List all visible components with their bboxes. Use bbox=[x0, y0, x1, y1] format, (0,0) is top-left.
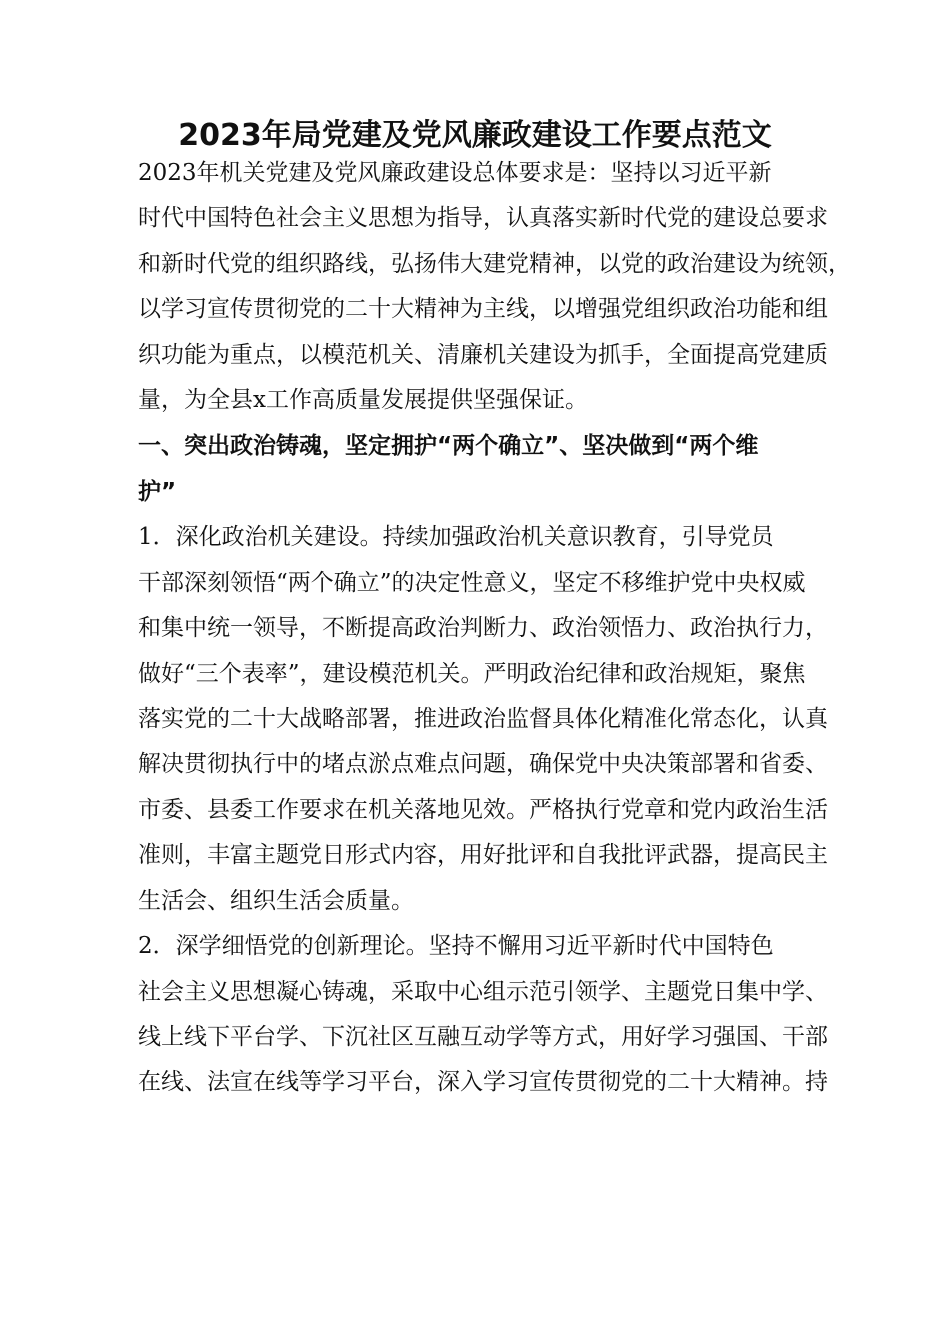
text-line: 社会主义思想凝心铸魂，采取中心组示范引领学、主题党日集中学、 bbox=[138, 978, 828, 1005]
item-2-paragraph bbox=[92, 924, 858, 1106]
heading-line: 护” bbox=[138, 479, 177, 506]
text-line: 干部深刻领悟“两个确立”的决定性意义，坚定不移维护党中央权威 bbox=[138, 569, 806, 596]
text-line: 落实党的二十大战略部署，推进政治监督具体化精准化常态化，认真 bbox=[138, 706, 828, 733]
text-line: 在线、法宣在线等学习平台，深入学习宣传贯彻党的二十大精神。持 bbox=[138, 1069, 828, 1096]
intro-paragraph bbox=[92, 151, 858, 423]
document-title: 2023年局党建及党风廉政建设工作要点范文 bbox=[178, 118, 772, 153]
text-line: 和集中统一领导，不断提高政治判断力、政治领悟力、政治执行力， bbox=[138, 615, 828, 642]
text-line: 时代中国特色社会主义思想为指导，认真落实新时代党的建设总要求 bbox=[138, 205, 828, 232]
heading-line: 一、突出政治铸魂，坚定拥护“两个确立”、坚决做到“两个维 bbox=[138, 433, 759, 460]
text-line: 2023年机关党建及党风廉政建设总体要求是：坚持以习近平新 bbox=[138, 160, 772, 186]
text-line: 2．深学细悟党的创新理论。坚持不懈用习近平新时代中国特色 bbox=[138, 933, 774, 960]
text-line: 生活会、组织生活会质量。 bbox=[138, 887, 414, 914]
text-line: 织功能为重点，以模范机关、清廉机关建设为抓手，全面提高党建质 bbox=[138, 341, 828, 368]
item-1-paragraph bbox=[92, 515, 858, 924]
text-line: 量，为全县x工作高质量发展提供坚强保证。 bbox=[138, 387, 588, 414]
text-line: 市委、县委工作要求在机关落地见效。严格执行党章和党内政治生活 bbox=[138, 796, 828, 823]
text-line: 准则，丰富主题党日形式内容，用好批评和自我批评武器，提高民主 bbox=[138, 842, 828, 869]
section-1-heading bbox=[92, 423, 858, 515]
text-line: 和新时代党的组织路线，弘扬伟大建党精神，以党的政治建设为统领， bbox=[138, 250, 851, 277]
text-line: 做好“三个表率”，建设模范机关。严明政治纪律和政治规矩，聚焦 bbox=[138, 660, 806, 687]
text-line: 线上线下平台学、下沉社区互融互动学等方式，用好学习强国、干部 bbox=[138, 1023, 828, 1050]
text-line: 解决贯彻执行中的堵点淤点难点问题，确保党中央决策部署和省委、 bbox=[138, 751, 828, 778]
text-line: 以学习宣传贯彻党的二十大精神为主线，以增强党组织政治功能和组 bbox=[138, 296, 828, 323]
document-body bbox=[92, 151, 858, 1106]
text-line: 1．深化政治机关建设。持续加强政治机关意识教育，引导党员 bbox=[138, 524, 774, 551]
